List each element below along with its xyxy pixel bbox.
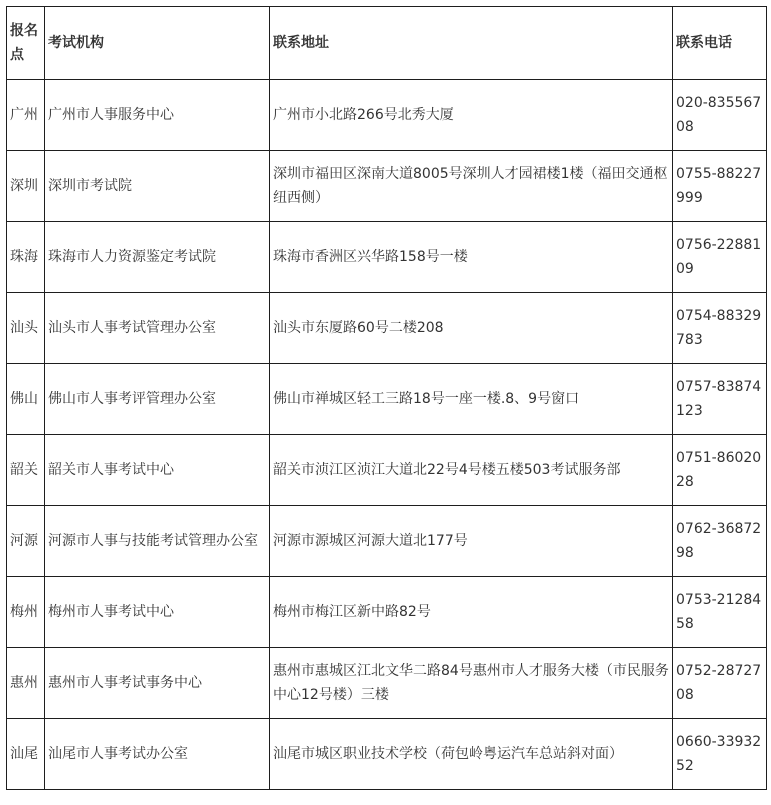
- address-cell: 汕头市东厦路60号二楼208: [270, 293, 673, 364]
- site-cell: 广州: [7, 80, 45, 151]
- org-cell: 广州市人事服务中心: [45, 80, 270, 151]
- phone-cell: 0755-88227999: [673, 151, 767, 222]
- phone-cell: 0762-3687298: [673, 506, 767, 577]
- address-cell: 深圳市福田区深南大道8005号深圳人才园裙楼1楼（福田交通枢纽西侧）: [270, 151, 673, 222]
- table-row: [7, 719, 767, 790]
- site-cell: 汕头: [7, 293, 45, 364]
- table-row: [7, 364, 767, 435]
- address-cell: 佛山市禅城区轻工三路18号一座一楼.8、9号窗口: [270, 364, 673, 435]
- org-cell: 梅州市人事考试中心: [45, 577, 270, 648]
- phone-cell: 0660-3393252: [673, 719, 767, 790]
- table-row: [7, 80, 767, 151]
- address-cell: 梅州市梅江区新中路82号: [270, 577, 673, 648]
- phone-cell: 0757-83874123: [673, 364, 767, 435]
- header-phone: 联系电话: [673, 7, 767, 80]
- site-cell: 佛山: [7, 364, 45, 435]
- header-address: 联系地址: [270, 7, 673, 80]
- header-row: [7, 7, 767, 80]
- phone-cell: 0752-2872708: [673, 648, 767, 719]
- org-cell: 珠海市人力资源鉴定考试院: [45, 222, 270, 293]
- address-cell: 惠州市惠城区江北文华二路84号惠州市人才服务大楼（市民服务中心12号楼）三楼: [270, 648, 673, 719]
- address-cell: 珠海市香洲区兴华路158号一楼: [270, 222, 673, 293]
- org-cell: 汕尾市人事考试办公室: [45, 719, 270, 790]
- table-header: [7, 7, 767, 80]
- org-cell: 河源市人事与技能考试管理办公室: [45, 506, 270, 577]
- address-cell: 汕尾市城区职业技术学校（荷包岭粤运汽车总站斜对面）: [270, 719, 673, 790]
- table-row: [7, 435, 767, 506]
- org-cell: 佛山市人事考评管理办公室: [45, 364, 270, 435]
- org-cell: 深圳市考试院: [45, 151, 270, 222]
- header-org: 考试机构: [45, 7, 270, 80]
- table-body: [7, 80, 767, 790]
- site-cell: 惠州: [7, 648, 45, 719]
- phone-cell: 0751-8602028: [673, 435, 767, 506]
- org-cell: 惠州市人事考试事务中心: [45, 648, 270, 719]
- site-cell: 梅州: [7, 577, 45, 648]
- org-cell: 汕头市人事考试管理办公室: [45, 293, 270, 364]
- table-row: [7, 293, 767, 364]
- phone-cell: 0756-2288109: [673, 222, 767, 293]
- exam-sites-table: [6, 6, 767, 790]
- phone-cell: 0754-88329783: [673, 293, 767, 364]
- org-cell: 韶关市人事考试中心: [45, 435, 270, 506]
- table-row: [7, 648, 767, 719]
- table-row: [7, 577, 767, 648]
- site-cell: 珠海: [7, 222, 45, 293]
- site-cell: 韶关: [7, 435, 45, 506]
- address-cell: 河源市源城区河源大道北177号: [270, 506, 673, 577]
- header-site: 报名点: [7, 7, 45, 80]
- table-row: [7, 151, 767, 222]
- address-cell: 韶关市浈江区浈江大道北22号4号楼五楼503考试服务部: [270, 435, 673, 506]
- table-row: [7, 222, 767, 293]
- site-cell: 河源: [7, 506, 45, 577]
- site-cell: 深圳: [7, 151, 45, 222]
- site-cell: 汕尾: [7, 719, 45, 790]
- address-cell: 广州市小北路266号北秀大厦: [270, 80, 673, 151]
- table-row: [7, 506, 767, 577]
- phone-cell: 0753-2128458: [673, 577, 767, 648]
- phone-cell: 020-83556708: [673, 80, 767, 151]
